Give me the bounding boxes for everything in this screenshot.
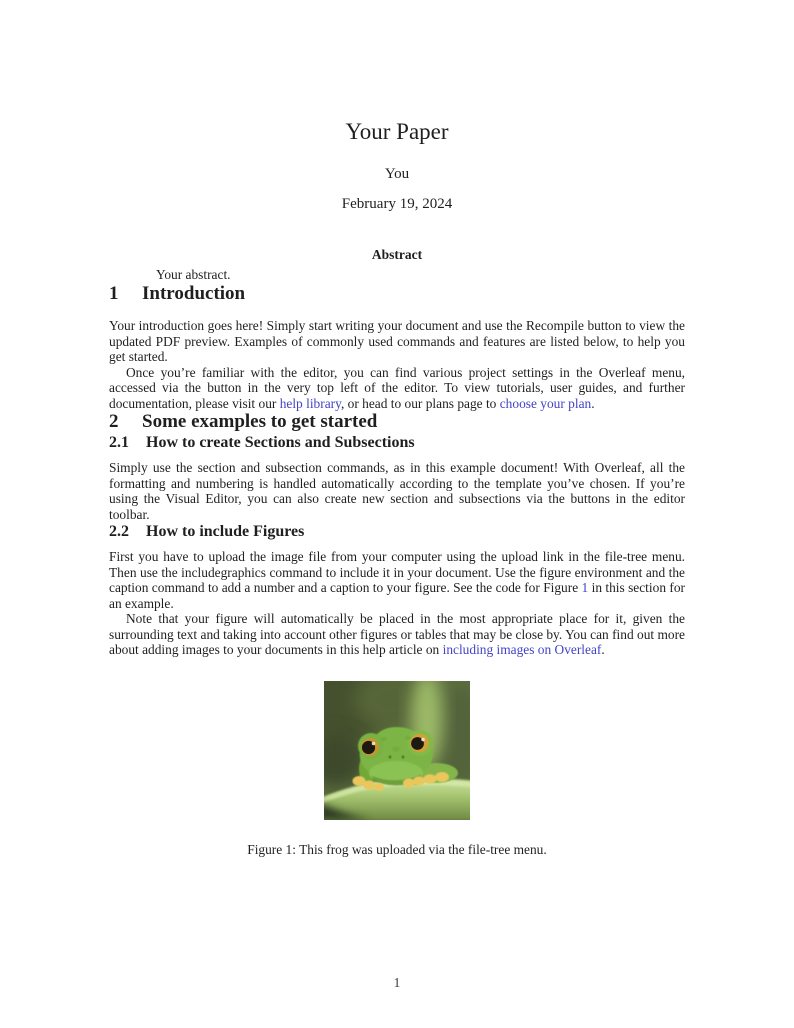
- section-2-title: Some examples to get started: [142, 411, 378, 432]
- subsection-2-2-number: 2.2: [109, 523, 129, 540]
- page-number: 1: [393, 975, 401, 990]
- frog-photo: [324, 681, 470, 820]
- figure-1: [109, 681, 685, 858]
- section-2-number: 2: [109, 411, 119, 432]
- figure-1-reference-link[interactable]: 1: [581, 580, 589, 595]
- text-column: [0, 118, 794, 858]
- subsection-2-1-title: How to create Sections and Subsections: [146, 434, 415, 451]
- frog-photo-illustration: [324, 681, 470, 820]
- figures-paragraph-2: [109, 611, 685, 658]
- figures-p1-text-1: First you have to upload the image file from your computer using the upload link in the file-tree menu. Then use the includegraphics command to include it in your document. Use the figure environment and the caption command to add a number and a caption to your figure. See the code for Figure: [109, 549, 685, 595]
- intro-p2-text-1: Once you’re familiar with the editor, you can find various project settings in the Overleaf menu, accessed via the button in the very top left of the editor. To view tutorials, user guides, and further documentation, please visit our: [109, 364, 685, 411]
- figures-paragraph-1: [109, 549, 685, 611]
- choose-your-plan-link[interactable]: choose your plan: [499, 395, 592, 411]
- abstract-heading: Abstract: [371, 247, 423, 262]
- section-1-heading: [109, 283, 685, 305]
- including-images-link[interactable]: including images on Overleaf: [442, 642, 602, 657]
- subsection-2-1-paragraph: Simply use the section and subsection commands, as in this example document! With Overleaf, all the formatting and numbering is handled automatically according to the template you’ve chosen. If you’re using the Visual Editor, you can also create new section and subsections via the buttons in the editor toolbar.: [109, 460, 685, 522]
- figures-p2-text-2: .: [601, 642, 605, 657]
- intro-paragraph-2: [109, 365, 685, 412]
- subsection-2-2-title: How to include Figures: [146, 523, 305, 540]
- subsection-2-1-heading: [109, 433, 685, 452]
- section-1-title: Introduction: [142, 283, 246, 304]
- figure-1-caption: Figure 1: This frog was uploaded via the file-tree menu.: [247, 841, 547, 857]
- subsection-2-2-heading: [109, 522, 685, 541]
- figures-p1-text-2: in this section for an example.: [109, 580, 685, 611]
- intro-paragraph-1: Your introduction goes here! Simply start writing your document and use the Recompile button to view the updated PDF preview. Examples of commonly used commands and features are listed below, to help you get started.: [109, 318, 685, 364]
- intro-p2-text-2: , or head to our plans page to: [340, 395, 500, 411]
- figures-p2-text-1: Note that your figure will automatically be placed in the most appropriate place for it, given the surrounding text and taking into account other figures or tables that may be close by. You can find out more about adding images to your documents in this help article on: [109, 611, 685, 657]
- abstract-text: Your abstract.: [156, 267, 231, 282]
- document-author: You: [384, 166, 410, 182]
- document-date: February 19, 2024: [341, 196, 453, 212]
- section-1-number: 1: [109, 283, 119, 304]
- section-2-heading: [109, 411, 685, 433]
- subsection-2-1-number: 2.1: [109, 434, 129, 451]
- help-library-link[interactable]: help library: [279, 395, 341, 411]
- intro-p2-text-3: .: [591, 395, 595, 411]
- document-title: Your Paper: [345, 119, 449, 144]
